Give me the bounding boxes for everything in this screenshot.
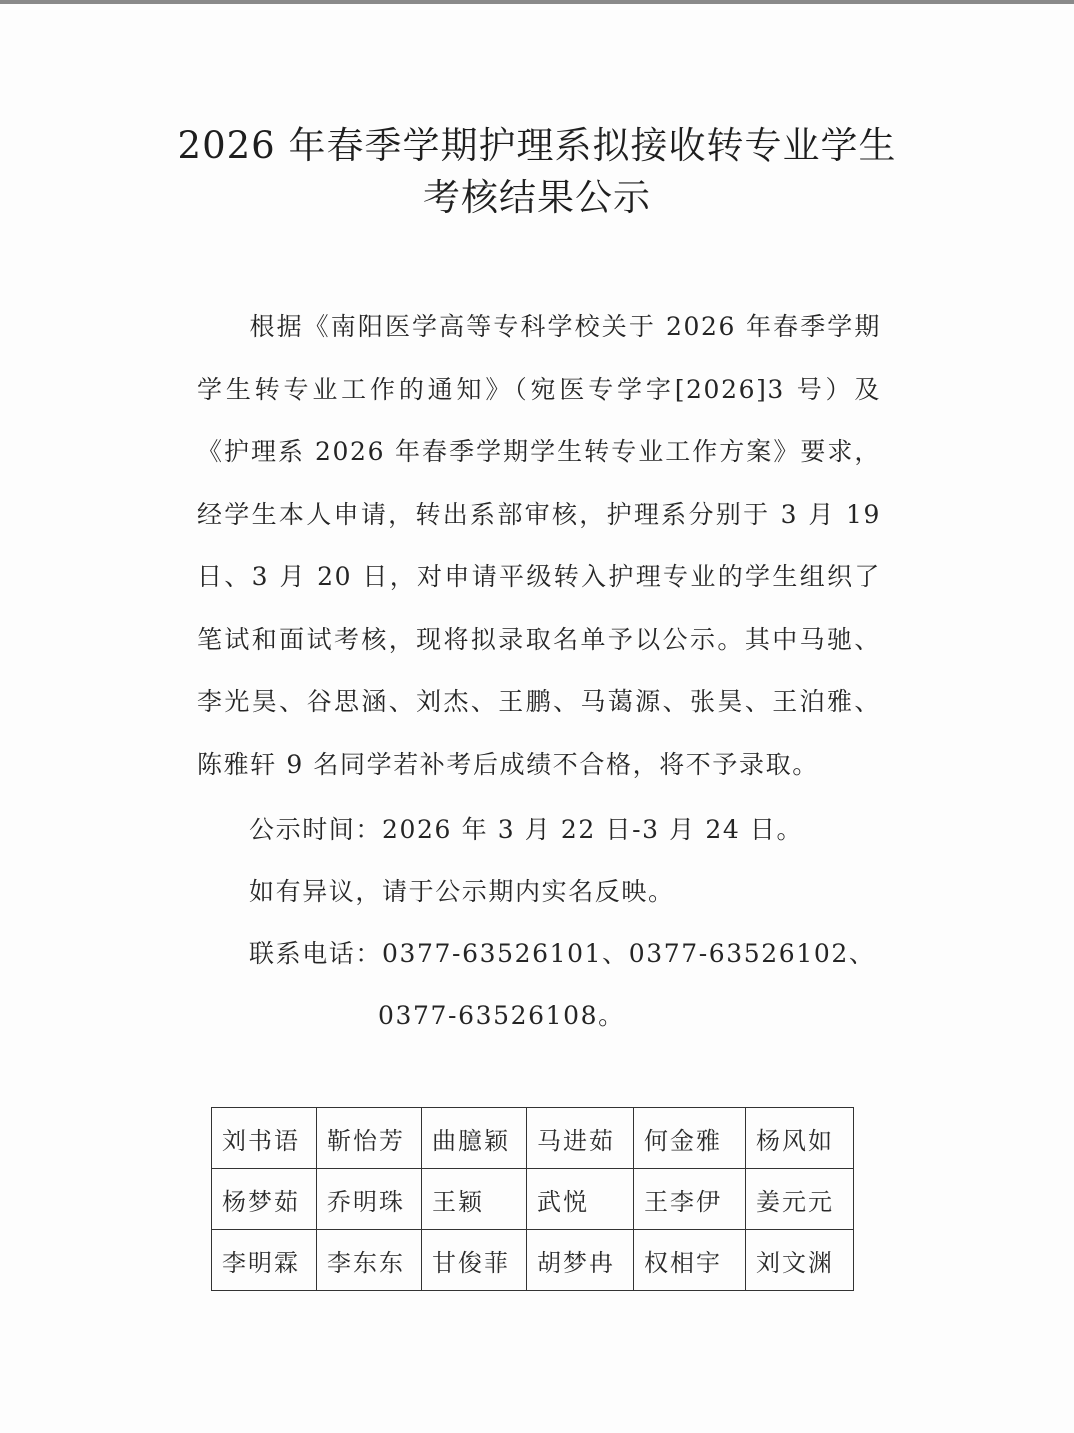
- admitted-names-table: [211, 1107, 854, 1291]
- name-cell: 胡梦冉: [527, 1230, 634, 1291]
- document-title-line-1: 2026 年春季学期护理系拟接收转专业学生: [177, 124, 897, 167]
- table-row: [212, 1108, 854, 1169]
- document-title-line-2: 考核结果公示: [423, 176, 651, 219]
- name-cell: 刘文渊: [746, 1230, 854, 1291]
- body-paragraph-text: 根据《南阳医学高等专科学校关于 2026 年春季学期学生转专业工作的通知》（宛医专学字[2026]3 号）及《护理系 2026 年春季学期学生转专业工作方案》要求，经学生本人申请，转出系部审核，护理系分别于 3 月 19 日、3 月 20 日，对申请平级转入护理专业的学生组织了笔试和面试考核，现将拟录取名单予以公示。其中马驰、李光昊、谷思涵、刘杰、王鹏、马蔼源、张昊、王泊雅、陈雅轩 9 名同学若补考后成绩不合格，将不予录取。: [197, 312, 881, 779]
- top-edge-rule: [0, 0, 1074, 4]
- table-row: [212, 1230, 854, 1291]
- name-cell: 甘俊菲: [422, 1230, 527, 1291]
- dissent-note: 如有异议，请于公示期内实名反映。: [249, 877, 675, 906]
- contact-phone-line-1: 联系电话：0377-63526101、0377-63526102、: [249, 939, 876, 968]
- name-cell: 靳怡芳: [317, 1108, 422, 1169]
- body-paragraph: [197, 296, 881, 796]
- contact-phone-line-2: 0377-63526108。: [378, 1001, 625, 1030]
- name-cell: 杨风如: [746, 1108, 854, 1169]
- name-cell: 曲臆颖: [422, 1108, 527, 1169]
- table-row: [212, 1169, 854, 1230]
- name-cell: 王李伊: [634, 1169, 746, 1230]
- name-cell: 武悦: [527, 1169, 634, 1230]
- name-cell: 马进茹: [527, 1108, 634, 1169]
- name-cell: 王颖: [422, 1169, 527, 1230]
- publicity-time: 公示时间：2026 年 3 月 22 日-3 月 24 日。: [249, 815, 804, 844]
- name-cell: 李东东: [317, 1230, 422, 1291]
- name-cell: 刘书语: [212, 1108, 317, 1169]
- name-cell: 乔明珠: [317, 1169, 422, 1230]
- name-cell: 权相宇: [634, 1230, 746, 1291]
- name-cell: 何金雅: [634, 1108, 746, 1169]
- name-cell: 杨梦茹: [212, 1169, 317, 1230]
- name-cell: 姜元元: [746, 1169, 854, 1230]
- name-cell: 李明霖: [212, 1230, 317, 1291]
